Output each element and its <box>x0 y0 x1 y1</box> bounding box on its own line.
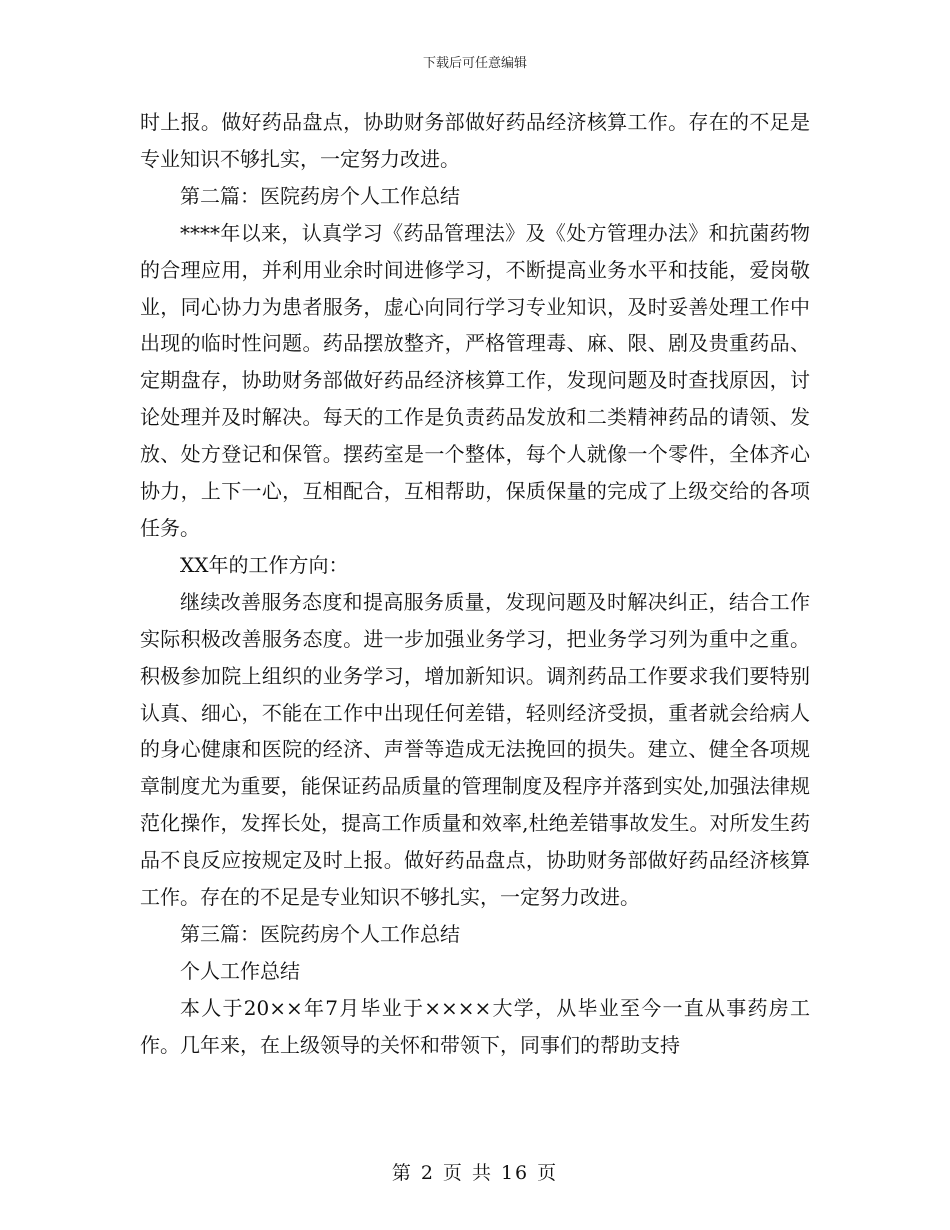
total-pages: 16 <box>500 1162 530 1184</box>
page-header: 下载后可任意编辑 <box>422 56 527 71</box>
footer-prefix: 第 <box>391 1162 413 1184</box>
paragraph: 本人于20××年7月毕业于××××大学，从毕业至今一直从事药房工作。几年来，在上级领导的关怀和带领下，同事们的帮助支持 <box>140 995 810 1057</box>
footer-suffix: 页 <box>537 1162 559 1184</box>
subheading-personal-summary: 个人工作总结 <box>180 958 300 983</box>
section-heading-3: 第三篇：医院药房个人工作总结 <box>180 921 460 946</box>
paragraph: 继续改善服务态度和提高服务质量，发现问题及时解决纠正，结合工作实际积极改善服务态度。进一步加强业务学习，把业务学习列为重中之重。积极参加院上组织的业务学习，增加新知识。调剂药品工作要求我们要特别认真、细心，不能在工作中出现任何差错，轻则经济受损，重者就会给病人的身心健康和医院的经济、声誉等造成无法挽回的损失。建立、健全各项规章制度尤为重要，能保证药品质量的管理制度及程序并落到实处,加强法律规范化操作，发挥长处，提高工作质量和效率,杜绝差错事故发生。对所发生药品不良反应按规定及时上报。做好药品盘点，协助财务部做好药品经济核算工作。存在的不足是专业知识不够扎实，一定努力改进。 <box>140 589 810 910</box>
section-heading-2: 第二篇：医院药房个人工作总结 <box>180 183 460 208</box>
paragraph-continuation: 时上报。做好药品盘点，协助财务部做好药品经济核算工作。存在的不足是专业知识不够扎实，一定努力改进。 <box>140 110 810 171</box>
paragraph: ****年以来，认真学习《药品管理法》及《处方管理办法》和抗菌药物的合理应用，并利用业余时间进修学习，不断提高业务水平和技能，爱岗敬业，同心协力为患者服务，虚心向同行学习专业知识，及时妥善处理工作中出现的临时性问题。药品摆放整齐，严格管理毒、麻、限、剧及贵重药品、定期盘存，协助财务部做好药品经济核算工作，发现问题及时查找原因，讨论处理并及时解决。每天的工作是负责药品发放和二类精神药品的请领、发放、处方登记和保管。摆药室是一个整体，每个人就像一个零件，全体齐心协力，上下一心，互相配合，互相帮助，保质保量的完成了上级交给的各项任务。 <box>140 220 810 540</box>
page-number: 2 <box>420 1162 435 1184</box>
page-footer <box>0 1158 950 1185</box>
footer-middle: 页 共 <box>442 1162 493 1184</box>
subheading-work-direction: XX年的工作方向： <box>180 552 349 577</box>
document-body <box>140 104 810 1064</box>
